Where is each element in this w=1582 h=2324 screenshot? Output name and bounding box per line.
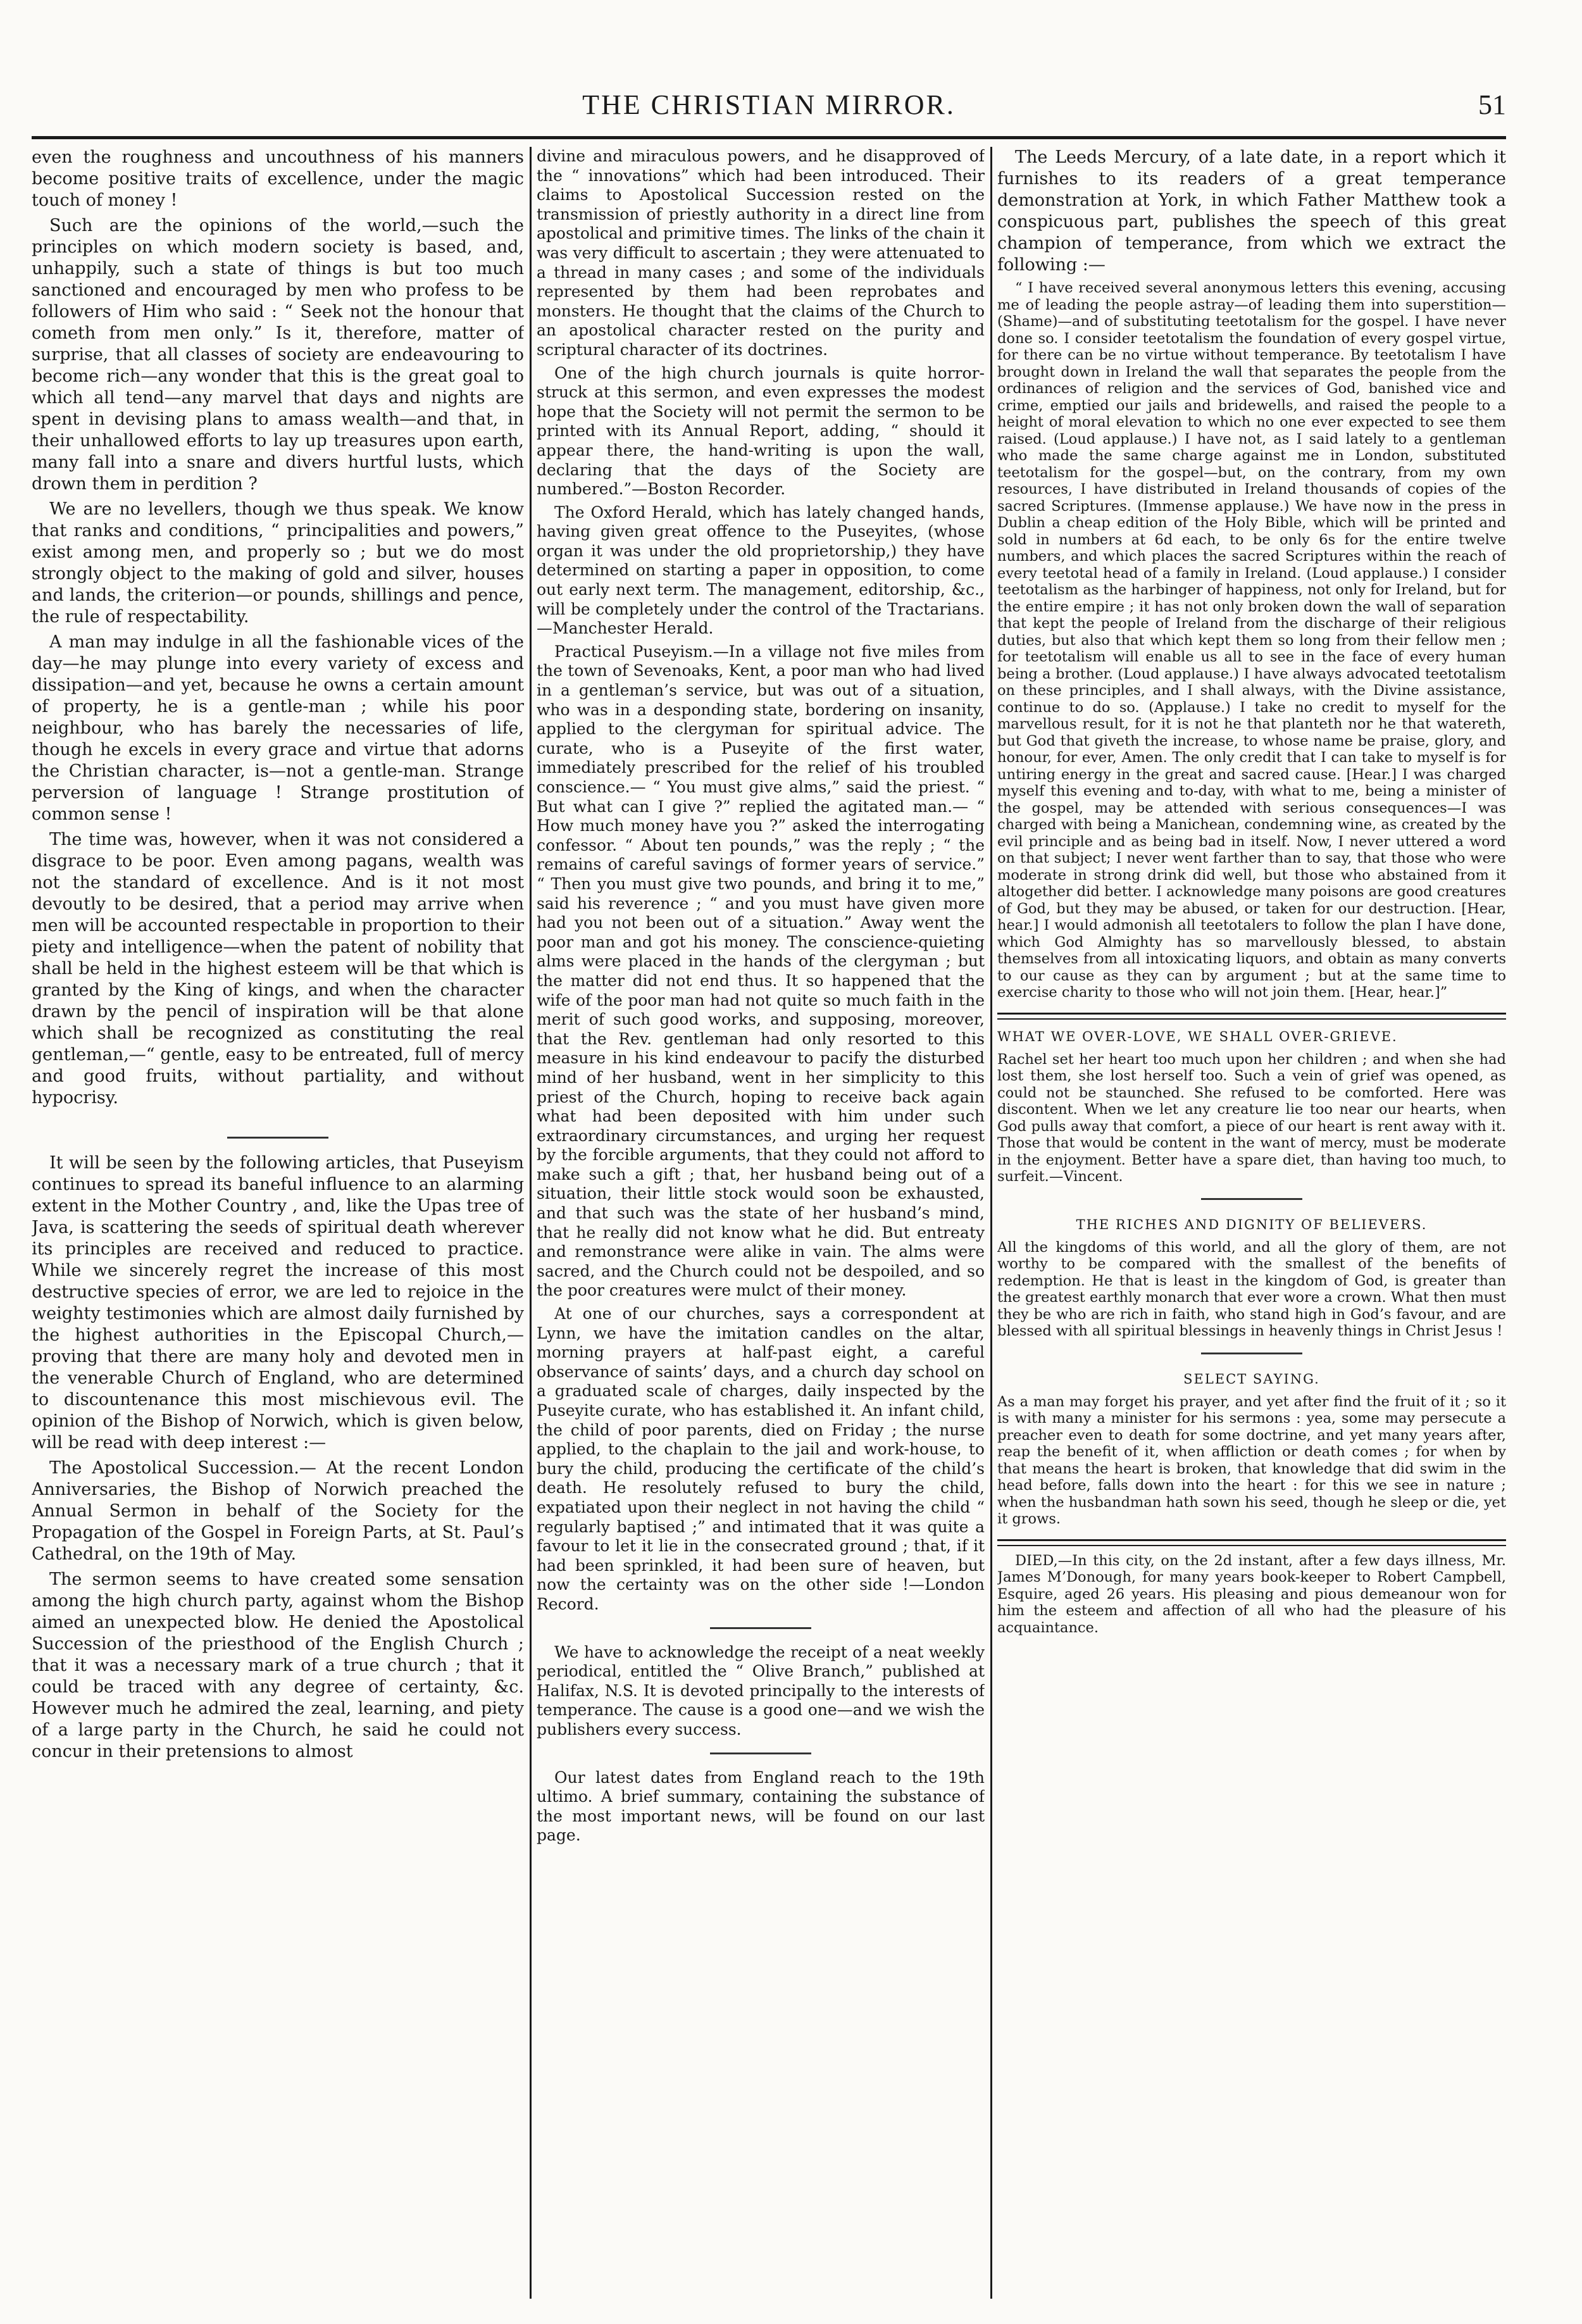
section-separator	[710, 1752, 811, 1754]
masthead-title: THE CHRISTIAN MIRROR.	[582, 89, 956, 120]
paragraph: Rachel set her heart too much upon her children ; and when she had lost them, she lost herself too. Such a vein of grief was opened, as could not be staunched. She refused to be comforted. Here was discontent. When we let any creature lie too near our hearts, when God pulls away that comfort, a piece of our heart is rent away with it. Those that would be content in the want of mercy, must be moderate in the enjoyment. Better have a spare diet, than having too much, to surfeit.—Vincent.	[997, 1051, 1506, 1185]
section-heading: WHAT WE OVER-LOVE, WE SHALL OVER-GRIEVE.	[997, 1028, 1398, 1044]
page-number: 51	[1478, 89, 1506, 120]
paragraph: Practical Puseyism.—In a village not five miles from the town of Sevenoaks, Kent, a poor man who had lived in a gentleman’s service, but was out of a situation, who was in a desponding state, bordering on insanity, applied to the clergyman for spiritual advice. The curate, who is a Puseyite of the first water, immediately prescribed for the relief of his troubled conscience.— “ You must give alms,” said the priest. “ But what can I give ?” replied the agitated man.— “ How much money have you ?” asked the interrogating confessor. “ About ten pounds,” was the reply ; “ the remains of careful savings of former years of service.” “ Then you must give two pounds, and bring it to me,” said his reverence ; “ and you must have given more had you not been out of a situation.” Away went the poor man and got his money. The conscience-quieting alms were placed in the hands of the clergyman ; but the matter did not end thus. It so happened that the wife of the poor man had not quite so much faith in the merit of such good works, and supposing, moreover, that the Rev. gentleman had only resorted to this measure in his kind endeavour to pacify the disturbed mind of her husband, went in her simplicity to this priest of the Church, hoping to receive back again what had been deposited with him under such extraordinary circumstances, and urging her request by the forcible arguments, that they could not afford to make such a gift ; that, her husband being out of a situation, their little stock would soon be exhausted, and that such was the state of her husband’s mind, that he really did not know what he did. But entreaty and remonstrance were alike in vain. The alms were sacred, and the Church could not be despoiled, and so the poor creatures were mulct of their money.	[537, 642, 985, 1300]
section-separator	[1201, 1198, 1302, 1200]
spacer	[32, 1113, 524, 1124]
paragraph: A man may indulge in all the fashionable vices of the day—he may plunge into every variety of excess and dissipation—and yet, because he owns a certain amount of property, he is a gentle-man ; while his poor neighbour, who has barely the necessaries of life, though he excels in every grace and virtue that adorns the Christian character, is—not a gentle-man. Strange perversion of language ! Strange prostitution of common sense !	[32, 632, 524, 824]
paragraph: The Apostolical Succession.— At the recent London Anniversaries, the Bishop of Norwich preached the Annual Sermon in behalf of the Society for the Propagation of the Gospel in Foreign Parts, at St. Paul’s Cathedral, on the 19th of May.	[32, 1458, 524, 1564]
paragraph: As a man may forget his prayer, and yet after find the fruit of it ; so it is with many a minister for his sermons : yea, some may persecute a preacher even to death for some doctrine, and yet many years after, reap the benefit of it, when affliction or death comes ; for when by that means the heart is broken, that knowledge that did swim in the head before, falls down into the heart : for this we see in nature ; when the husbandman hath sown his seed, though he sleep or die, yet it grows.	[997, 1393, 1506, 1527]
paragraph: It will be seen by the following articles, that Puseyism continues to spread its baneful influence to an alarming extent in the Mother Country , and, like the Upas tree of Java, is scattering the seeds of spiritual death wherever its principles are received and reduced to practice. While we sincerely regret the increase of this most destructive species of error, we are led to rejoice in the weighty testimonies which are almost daily furnished by the highest authorities in the Episcopal Church,— proving that there are many holy and devoted men in the venerable Church of England, who are determined to discountenance this most mischievous evil. The opinion of the Bishop of Norwich, which is given below, will be read with deep interest :—	[32, 1153, 524, 1452]
paragraph: All the kingdoms of this world, and all the glory of them, are not worthy to be compared with the smallest of the benefits of redemption. He that is least in the kingdom of God, is greater than the greatest earthly monarch that ever wore a crown. What then must they be who are rich in faith, who stand high in God’s favour, and are blessed with all spiritual blessings in heavenly things in Christ Jesus !	[997, 1239, 1506, 1339]
paragraph: divine and miraculous powers, and he disapproved of the “ innovations” which had been introduced. Their claims to Apostolical Succession rested on the transmission of priestly authority in a direct line from apostolical and primitive times. The links of the chain it was very difficult to ascertain ; they were attenuated to a thread in many cases ; and some of the individuals represented by them had been reprobates and monsters. He thought that the claims of the Church to an apostolical character rested on the purity and scriptural character of its doctrines.	[537, 147, 985, 359]
paragraph: At one of our churches, says a correspondent at Lynn, we have the imitation candles on the altar, morning prayers at half-past eight, a careful observance of saints’ days, and a church day school on a graduated scale of charges, daily inspected by the Puseyite curate, who has established it. An infant child, the child of poor parents, died on Friday ; the nurse applied, to the chaplain to the jail and work-house, to bury the child, producing the certificate of the child’s death. He resolutely refused to bury the child, expatiated upon their neglect in not having the child “ regularly baptised ;” and intimated that it was quite a favour to let it lie in the consecrated ground ; that, if it had been sprinkled, it had been sure of heaven, but now the certainty was on the other side !—London Record.	[537, 1304, 985, 1613]
death-notice: DIED,—In this city, on the 2d instant, after a few days illness, Mr. James M’Donough, for many years book-keeper to Robert Campbell, Esquire, aged 26 years. His pleasing and pious demeanour won for him the esteem and affection of all who had the pleasure of his acquaintance.	[997, 1552, 1506, 1636]
paragraph: One of the high church journals is quite horror-struck at this sermon, and even expresses the modest hope that the Society will not permit the sermon to be printed with its Annual Report, adding, “ should it appear there, the hand-writing is upon the wall, declaring that the days of the Society are numbered.”—Boston Recorder.	[537, 363, 985, 499]
section-separator	[997, 1539, 1506, 1546]
section-heading: THE RICHES AND DIGNITY OF BELIEVERS.	[1076, 1216, 1428, 1232]
paragraph: The Leeds Mercury, of a late date, in a report which it furnishes to its readers of a great temperance demonstration at York, in which Father Matthew took a conspicuous part, publishes the speech of this great champion of temperance, from which we extract the following :—	[997, 147, 1506, 275]
section-separator	[1201, 1353, 1302, 1354]
paragraph: The sermon seems to have created some sensation among the high church party, against whom the Bishop aimed an unexpected blow. He denied the Apostolical Succession of the priesthood of the English Church ; that it was a necessary mark of a true church ; that it could be traced with any degree of certainty, &c. However much he admired the zeal, learning, and piety of a large party in the Church, he said he could not concur in their pretensions to almost	[32, 1570, 524, 1761]
paragraph: We have to acknowledge the receipt of a neat weekly periodical, entitled the “ Olive Branch,” published at Halifax, N.S. It is devoted principally to the interests of temperance. The cause is a good one—and we wish the publishers every success.	[537, 1642, 985, 1739]
column-divider-1	[530, 147, 532, 2299]
paragraph: We are no levellers, though we thus speak. We know that ranks and conditions, “ principalities and powers,” exist among men, and properly so ; but we do most strongly object to the making of gold and silver, houses and lands, the criterion—or pounds, shillings and pence, the rule of respectability.	[32, 499, 524, 627]
section-separator	[227, 1137, 328, 1139]
paragraph: The Oxford Herald, which has lately changed hands, having given great offence to the Puseyites, (whose organ it was under the old proprietorship,) they have determined on starting a paper in opposition, to come out early next term. The management, editorship, &c., will be completely under the control of the Tractarians. —Manchester Herald.	[537, 503, 985, 638]
speech-quote: “ I have received several anonymous letters this evening, accusing me of leading the people astray—of leading them into superstition—(Shame)—and of substituting teetotalism for the gospel. I have never done so. I consider teetotalism the foundation of every gospel virtue, for there can be no virtue without temperance. By teetotalism I have brought down in Ireland the wall that separates the people from the ordinances of religion and the services of God, banished vice and crime, emptied our jails and bridewells, and raised the people to a height of moral elevation to which no one ever expected to see them raised. (Loud applause.) I have not, as I said lately to a gentleman who made the same charge against me in London, substituted teetotalism for the gospel—but, on the contrary, from my own resources, I have distributed in Ireland thousands of copies of the sacred Scriptures. (Immense applause.) We have now in the press in Dublin a cheap edition of the Holy Bible, which will be printed and sold in numbers at 6d each, to be only 6s for the entire twelve numbers, and which places the sacred Scriptures within the reach of every teetotal head of a family in Ireland. (Loud applause.) I consider teetotalism as the harbinger of happiness, not only for Ireland, but for the entire empire ; it has not only broken down the wall of separation that kept the people of Ireland from the discharge of their religious duties, but also that which kept them so long from their fellow men ; for teetotalism will enable us all to see in the face of every human being a brother. (Loud applause.) I have always advocated teetotalism on these principles, and I shall always, with the Divine assistance, continue to do so. (Applause.) I take no credit to myself for the marvellous result, for it is not he that planteth nor he that watereth, but God that giveth the increase, to whose name be praise, glory, and honour, for ever, Amen. The only credit that I can take to myself is for untiring energy in the great and sacred cause. [Hear.] I was charged myself this evening and to-day, with what to me, being a minister of the gospel, may be attended with serious consequences—I was charged with being a Manichean, condemning wine, as created by the evil principle and as being bad in itself. Now, I never uttered a word on that subject; I never went farther than to say, that those who were moderate in strong drink did well, but those who abstained from it altogether did better. I acknowledge many poisons are good creatures of God, but they may be abused, or taken for our destruction. [Hear, hear.] I would admonish all teetotalers to follow the plan I have done, which God Almighty has so marvellously blessed, to abstain themselves from all intoxicating liquors, and obtain as many converts to our cause as they can by argument ; but at the same time to exercise charity to those who will not join them. [Hear, hear.]”	[997, 280, 1506, 1001]
column-3	[997, 147, 1506, 2302]
header-rule	[32, 136, 1506, 139]
column-divider-2	[990, 147, 992, 2299]
paragraph: The time was, however, when it was not considered a disgrace to be poor. Even among pagans, wealth was not the standard of excellence. And is it not most devoutly to be desired, that a period may arrive when men will be accounted respectable in proportion to their piety and intelligence—when the patent of nobility that shall be held in the highest esteem will be that which is granted by the King of kings, and when the character drawn by the pencil of inspiration will be that alone which shall be recognized as constituting the real gentleman,—“ gentle, easy to be entreated, full of mercy and good fruits, without partiality, and without hypocrisy.	[32, 830, 524, 1108]
section-heading: SELECT SAYING.	[1183, 1371, 1320, 1387]
paragraph: even the roughness and uncouthness of his manners become positive traits of excellence, under the magic touch of money !	[32, 147, 524, 210]
column-2	[537, 147, 985, 2302]
section-separator	[997, 1013, 1506, 1020]
section-separator	[710, 1627, 811, 1629]
column-1	[32, 147, 524, 2302]
paragraph: Such are the opinions of the world,—such the principles on which modern society is based, and, unhappily, such a state of things is but too much sanctioned and encouraged by men who profess to be followers of Him who said : “ Seek not the honour that cometh from men only.” Is it, therefore, matter of surprise, that all classes of society are endeavouring to become rich—any wonder that this is the great goal to which all tend—any marvel that days and nights are spent in devising plans to amass wealth—and that, in their unhallowed efforts to lay up treasures upon earth, many fall into a snare and divers hurtful lusts, which drown them in perdition ?	[32, 216, 524, 494]
page-header	[32, 89, 1506, 133]
paragraph: Our latest dates from England reach to the 19th ultimo. A brief summary, containing the substance of the most important news, will be found on our last page.	[537, 1768, 985, 1845]
